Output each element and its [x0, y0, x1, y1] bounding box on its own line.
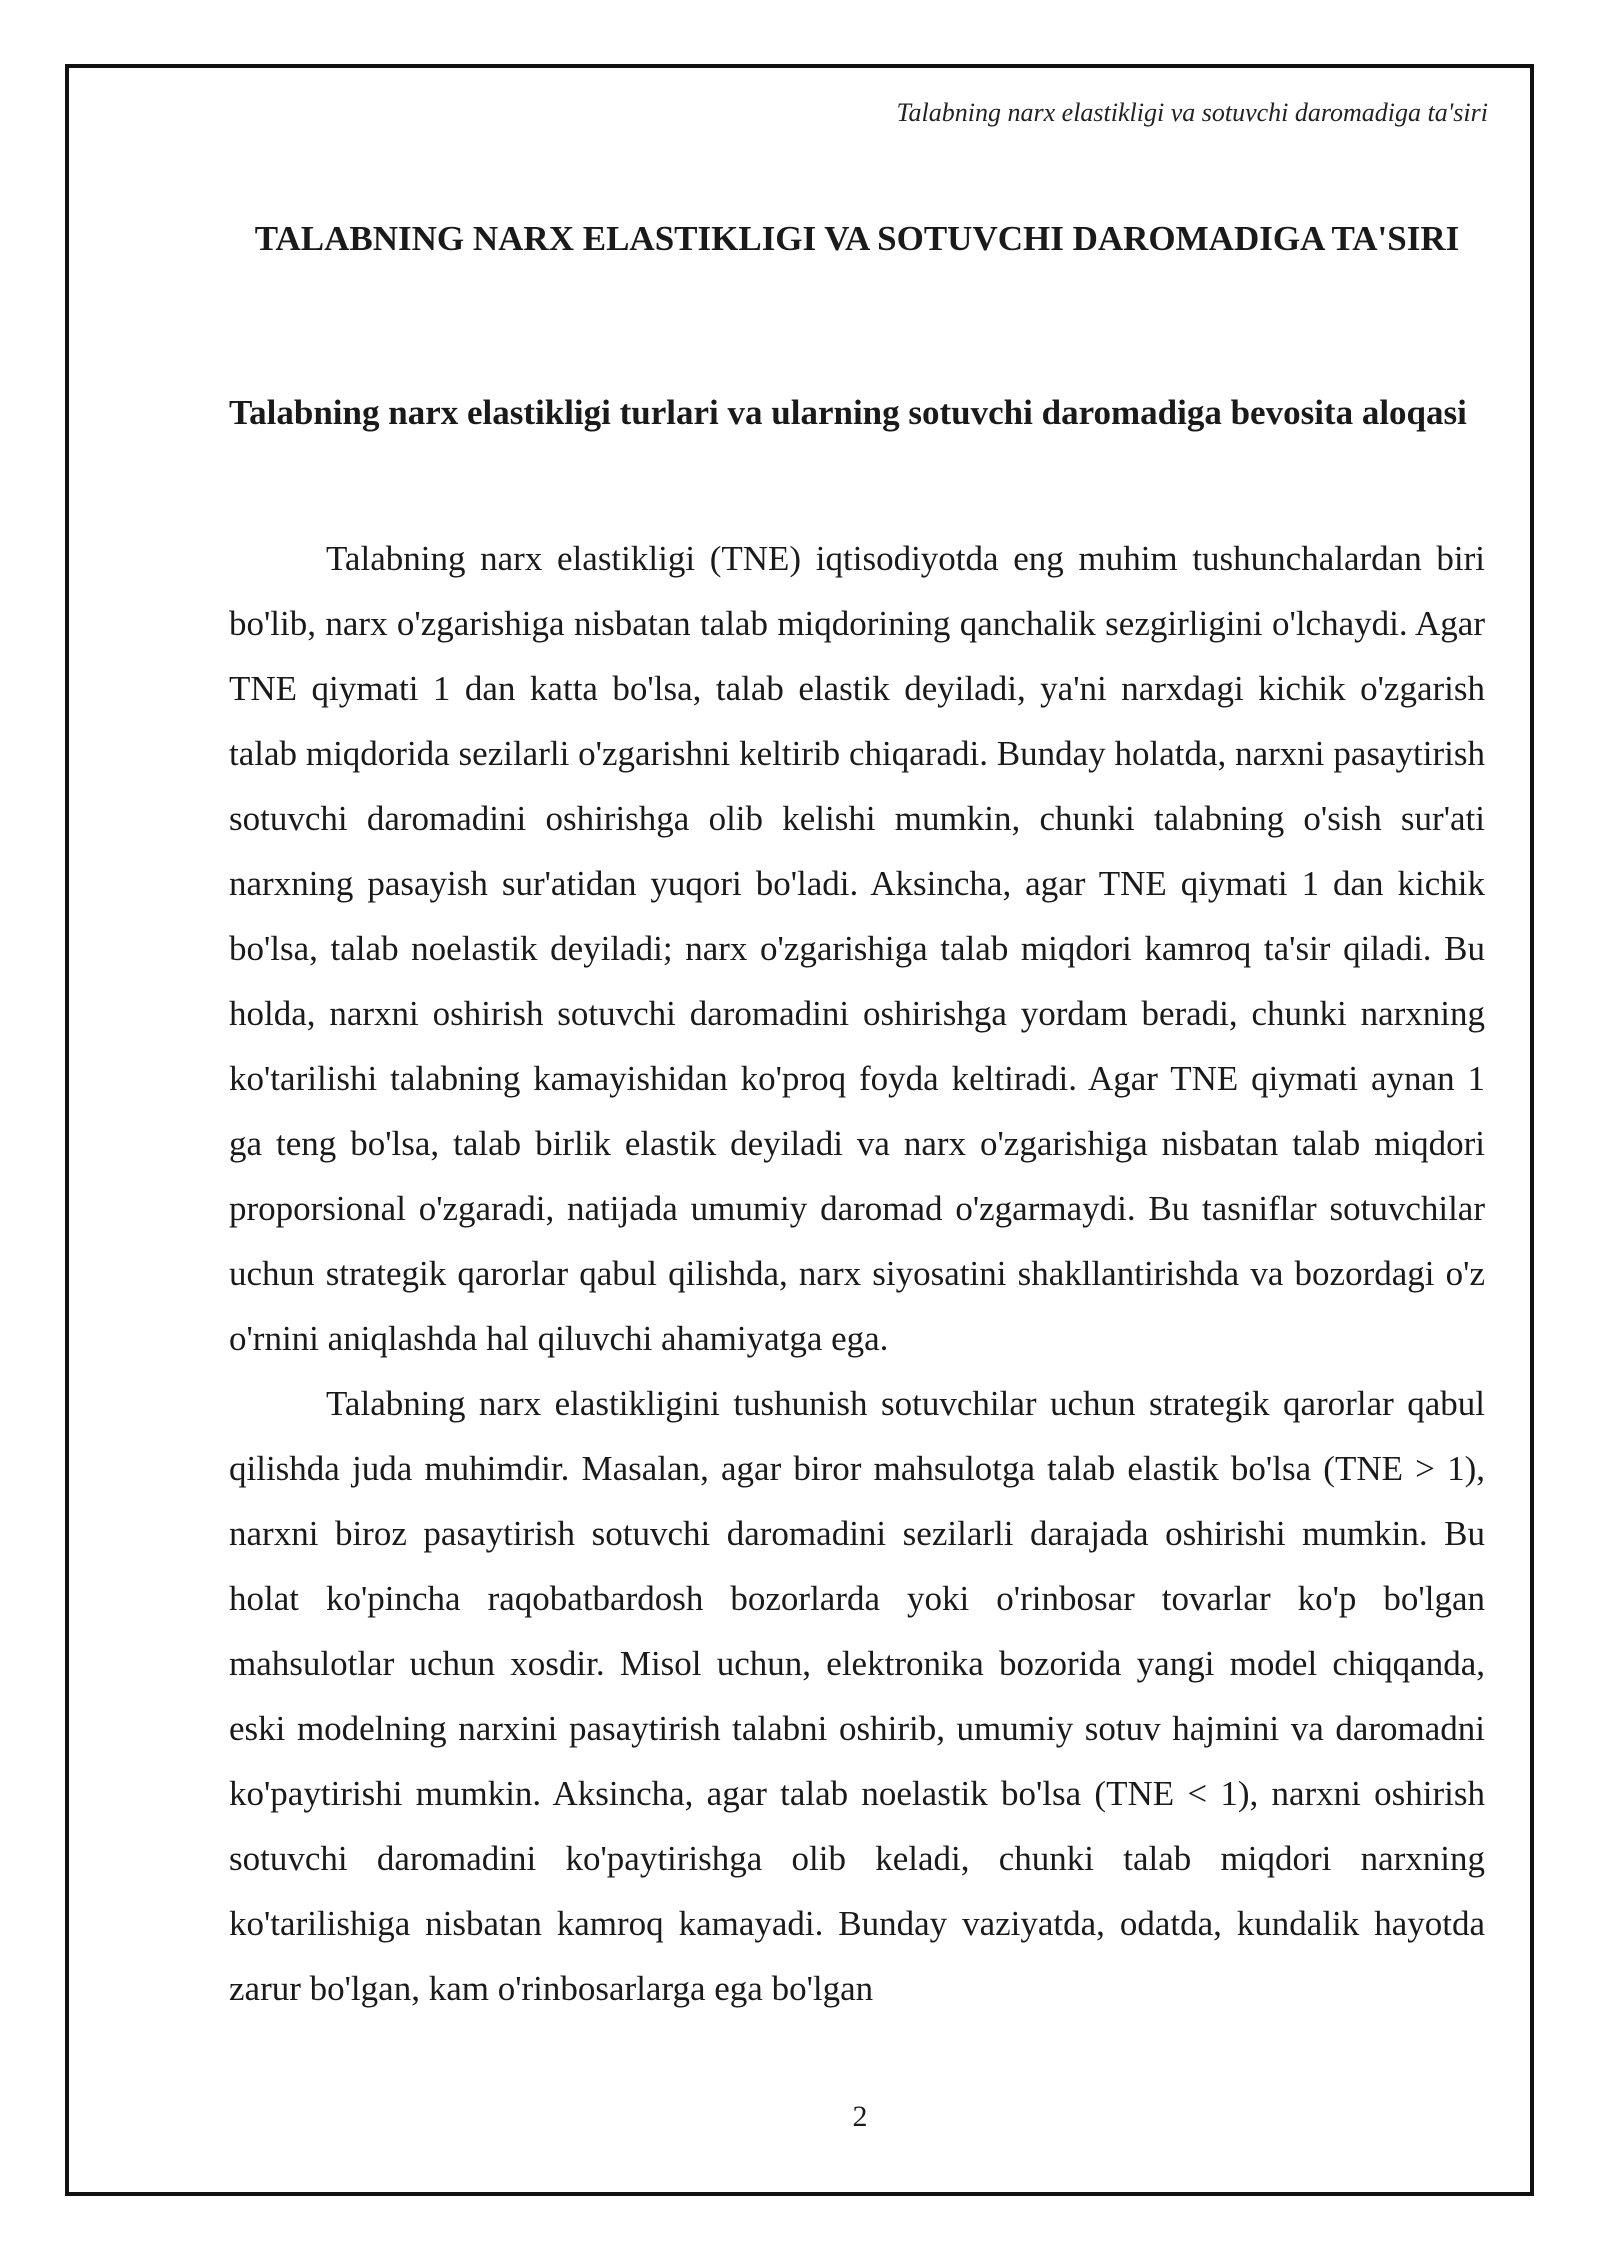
body-paragraph: Talabning narx elastikligi (TNE) iqtisodiyotda eng muhim tushunchalardan biri bo'lib, narx o'zgarishiga nisbatan talab miqdorining qanchalik sezgirligini o'lchaydi. Agar TNE qiymati 1 dan katta bo'lsa, talab elastik deyiladi, ya'ni narxdagi kichik o'zgarish talab miqdorida sezilarli o'zgarishni keltirib chiqaradi. Bunday holatda, narxni pasaytirish sotuvchi daromadini oshirishga olib kelishi mumkin, chunki talabning o'sish sur'ati narxning pasayish sur'atidan yuqori bo'ladi. Aksincha, agar TNE qiymati 1 dan kichik bo'lsa, talab noelastik deyiladi; narx o'zgarishiga talab miqdori kamroq ta'sir qiladi. Bu holda, narxni oshirish sotuvchi daromadini oshirishga yordam beradi, chunki narxning ko'tarilishi talabning kamayishidan ko'proq foyda keltiradi. Agar TNE qiymati aynan 1 ga teng bo'lsa, talab birlik elastik deyiladi va narx o'zgarishiga nisbatan talab miqdori proporsional o'zgaradi, natijada umumiy daromad o'zgarmaydi. Bu tasniflar sotuvchilar uchun strategik qarorlar qabul qilishda, narx siyosatini shakllantirishda va bozordagi o'z o'rnini aniqlashda hal qiluvchi ahamiyatga ega. — [229, 539, 1485, 1358]
section-heading: Talabning narx elastikligi turlari va ularning sotuvchi daromadiga bevosita aloqasi — [229, 393, 1467, 432]
page-number: 2 — [852, 2100, 868, 2133]
body-paragraph: Talabning narx elastikligini tushunish sotuvchilar uchun strategik qarorlar qabul qilishda juda muhimdir. Masalan, agar biror mahsulotga talab elastik bo'lsa (TNE > 1), narxni biroz pasaytirish sotuvchi daromadini sezilarli darajada oshirishi mumkin. Bu holat ko'pincha raqobatbardosh bozorlarda yoki o'rinbosar tovarlar ko'p bo'lgan mahsulotlar uchun xosdir. Misol uchun, elektronika bozorida yangi model chiqqanda, eski modelning narxini pasaytirish talabni oshirib, umumiy sotuv hajmini va daromadni ko'paytirishi mumkin. Aksincha, agar talab noelastik bo'lsa (TNE < 1), narxni oshirish sotuvchi daromadini ko'paytirishga olib keladi, chunki talab miqdori narxning ko'tarilishiga nisbatan kamroq kamayadi. Bunday vaziyatda, odatda, kundalik hayotda zarur bo'lgan, kam o'rinbosarlarga ega bo'lgan — [229, 1384, 1485, 2008]
running-header: Talabning narx elastikligi va sotuvchi daromadiga ta'siri — [896, 98, 1488, 127]
body-text — [229, 526, 1485, 2021]
document-title: TALABNING NARX ELASTIKLIGI VA SOTUVCHI DAROMADIGA TA'SIRI — [254, 219, 1460, 258]
